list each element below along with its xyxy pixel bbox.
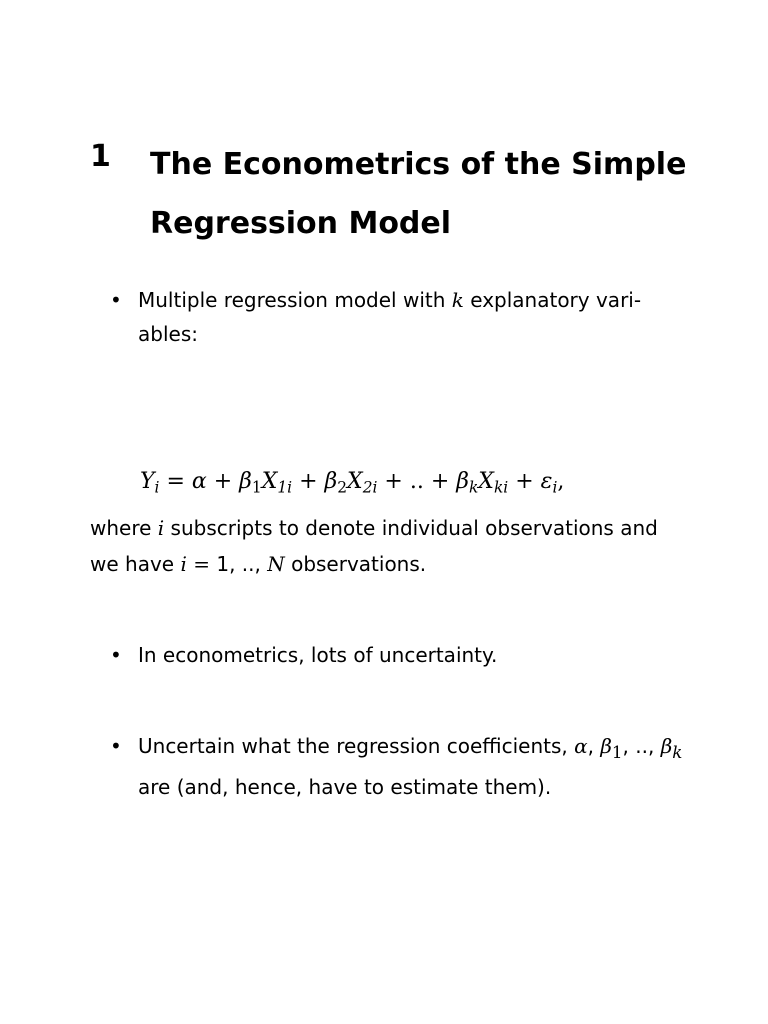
eq-betak: β <box>456 469 469 494</box>
var-N: N <box>267 552 285 576</box>
regression-equation <box>140 464 564 500</box>
eq-sub: ki <box>493 478 509 497</box>
coef-sep: , .., <box>622 734 661 758</box>
eq-sub: 2 <box>337 478 348 497</box>
bullet-marker: • <box>110 734 122 758</box>
section-number: 1 <box>90 139 111 174</box>
eq-sub: 1 <box>251 478 262 497</box>
bullet3-text-after: are (and, hence, have to estimate them). <box>138 775 552 799</box>
coef-sub: k <box>672 743 683 762</box>
eq-sub: 2i <box>362 478 378 497</box>
eq-X1: X <box>261 469 278 494</box>
eq-plus: + <box>206 469 240 494</box>
eq-Y: Y <box>140 469 155 494</box>
eq-dots: .. <box>409 469 424 494</box>
para-text: subscripts to denote individual observations and we have <box>90 516 658 576</box>
coef-sep: , <box>587 734 601 758</box>
bullet1-text-after: explanatory vari-ables: <box>138 288 642 346</box>
eq-sub: i <box>154 478 160 497</box>
para-text: observations. <box>284 552 427 576</box>
section-title: The Econometrics of the Simple Regression Model <box>150 147 687 241</box>
eq-equals: = <box>159 469 192 494</box>
eq-epsilon: ε <box>540 469 553 494</box>
eq-plus: + <box>508 469 541 494</box>
coef-alpha: α <box>574 734 588 758</box>
eq-beta2: β <box>324 469 338 494</box>
eq-sub: 1i <box>277 478 293 497</box>
bullet3-text-before: Uncertain what the regression coefficients, <box>138 734 575 758</box>
eq-alpha: α <box>191 469 207 494</box>
bullet-multiple-regression <box>138 283 698 351</box>
var-i: i <box>180 552 187 576</box>
bullet-marker: • <box>110 643 122 667</box>
para-text: where <box>90 516 158 540</box>
eq-X2: X <box>347 469 363 494</box>
bullet-marker: • <box>110 288 122 312</box>
var-k: k <box>451 288 464 312</box>
eq-plus: + <box>377 469 410 494</box>
var-i: i <box>157 516 165 540</box>
eq-plus: + <box>292 469 325 494</box>
observations-paragraph <box>90 510 690 582</box>
para-equals: = <box>186 552 217 576</box>
para-range: 1, .., <box>216 552 268 576</box>
eq-beta1: β <box>239 469 252 494</box>
eq-Xk: X <box>478 469 494 494</box>
eq-comma: , <box>557 469 565 494</box>
bullet-coefficients <box>138 729 698 804</box>
coef-betak: β <box>660 734 673 758</box>
eq-sub: k <box>468 478 479 497</box>
eq-plus: + <box>423 469 457 494</box>
bullet1-text-before: Multiple regression model with <box>138 288 452 312</box>
coef-sub: 1 <box>611 743 623 762</box>
bullet-uncertainty: In econometrics, lots of uncertainty. <box>138 643 498 667</box>
coef-beta1: β <box>600 734 612 758</box>
eq-sub: i <box>552 478 558 497</box>
